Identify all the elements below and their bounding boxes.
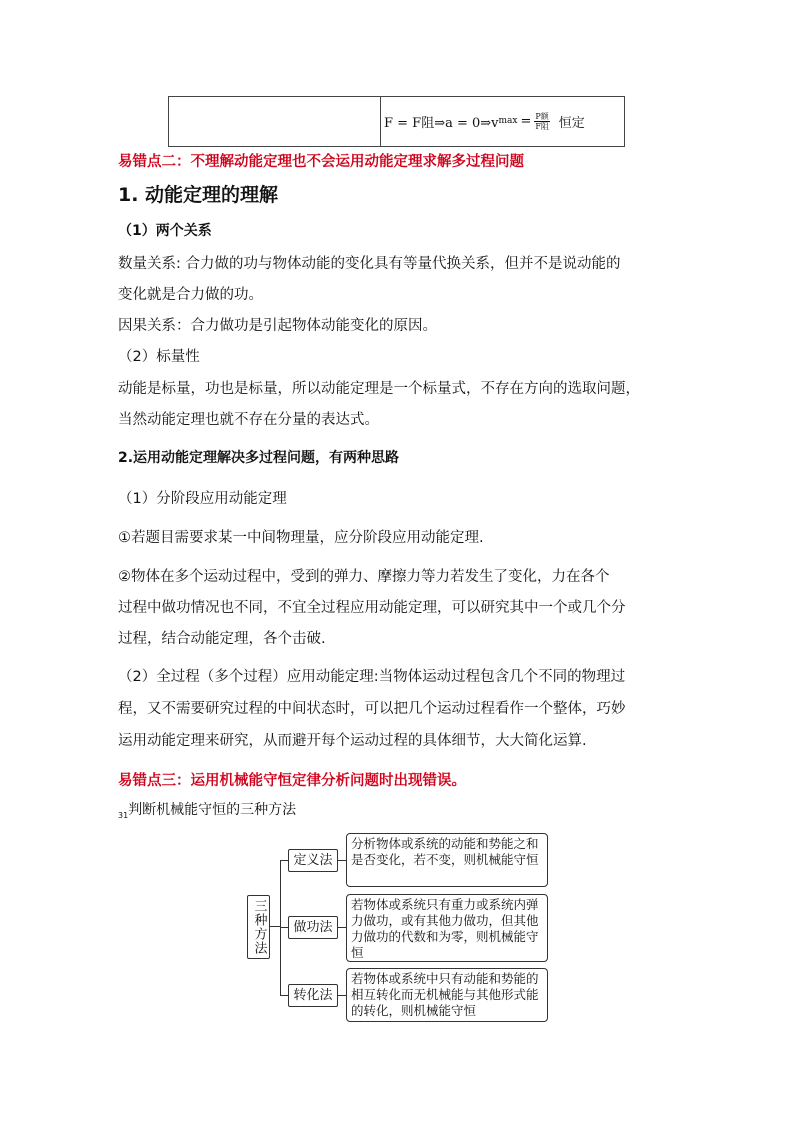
connector-line: [338, 995, 346, 996]
subheading-two-relations: （1）两个关系: [118, 223, 212, 239]
connector-line: [270, 926, 280, 927]
fraction-numerator: P额: [535, 111, 549, 121]
paragraph-line: 当然动能定理也就不存在分量的表达式。: [118, 412, 379, 428]
subheading-staged: （1）分阶段应用动能定理: [118, 491, 287, 507]
method-desc-work: 若物体或系统只有重力或系统内弹力做功，或有其他力做功，但其他力做功的代数和为零，则机械能守恒: [346, 894, 548, 962]
subheading-scalar: （2）标量性: [118, 349, 200, 365]
formula-prefix: F = F阻⇒a = 0⇒v: [384, 115, 499, 131]
root-methods-box: 三种方法: [247, 895, 270, 959]
method-desc-conversion: 若物体或系统中只有动能和势能的相互转化而无机械能与其他形式能的转化，则机械能守恒: [346, 968, 548, 1022]
paragraph-line: ①若题目需要求某一中间物理量，应分阶段应用动能定理.: [118, 530, 484, 546]
paragraph-line: 动能是标量，功也是标量，所以动能定理是一个标量式，不存在方向的选取问题，: [118, 381, 640, 397]
formula-suffix: 恒定: [558, 115, 585, 131]
method-name-conversion: 转化法: [288, 984, 338, 1007]
method-name-work: 做功法: [288, 916, 338, 939]
paragraph-line: 数量关系: 合力做的功与物体动能的变化具有等量代换关系，但并不是说动能的: [118, 256, 621, 272]
paragraph-line: 程，又不需要研究过程的中间状态时，可以把几个运动过程看作一个整体，巧妙: [118, 701, 626, 717]
paragraph-line: （2）全过程（多个过程）应用动能定理:当物体运动过程包含几个不同的物理过: [118, 669, 626, 685]
method-desc-definition: 分析物体或系统的动能和势能之和是否变化，若不变，则机械能守恒: [346, 833, 548, 887]
paragraph-line: 过程中做功情况也不同，不宜全过程应用动能定理，可以研究其中一个或几个分: [118, 600, 626, 616]
power-formula: [384, 100, 585, 142]
connector-line: [280, 995, 288, 996]
paragraph-line: 运用动能定理来研究，从而避开每个运动过程的具体细节，大大简化运算.: [118, 733, 587, 749]
connector-line: [338, 860, 346, 861]
fraction-denominator: F阻: [535, 121, 549, 131]
paragraph-line: 过程，结合动能定理，各个击破.: [118, 631, 326, 647]
section-title-2: 2.运用动能定理解决多过程问题，有两种思路: [118, 450, 400, 466]
vmax-subscript: max: [498, 116, 518, 126]
method-name-definition: 定义法: [288, 849, 338, 872]
section-3-title-row: [118, 799, 296, 820]
footnote-marker: 31: [118, 811, 129, 820]
section-3-title: 判断机械能守恒的三种方法: [128, 802, 297, 818]
formula-equals: =: [520, 113, 532, 129]
paragraph-line: 变化就是合力做的功。: [118, 287, 263, 303]
paragraph-line: 因果关系：合力做功是引起物体动能变化的原因。: [118, 318, 437, 334]
section-title-1: 1. 动能定理的理解: [118, 184, 279, 206]
connector-line: [280, 927, 288, 928]
error-point-2-heading: 易错点二：不理解动能定理也不会运用动能定理求解多过程问题: [118, 154, 524, 170]
power-fraction: [534, 112, 549, 131]
connector-line: [280, 860, 288, 861]
error-point-3-heading: 易错点三：运用机械能守恒定律分析问题时出现错误。: [118, 773, 466, 789]
connector-line: [338, 927, 346, 928]
table-divider: [380, 96, 381, 147]
paragraph-line: ②物体在多个运动过程中，受到的弹力、摩擦力等力若发生了变化，力在各个: [118, 569, 610, 585]
